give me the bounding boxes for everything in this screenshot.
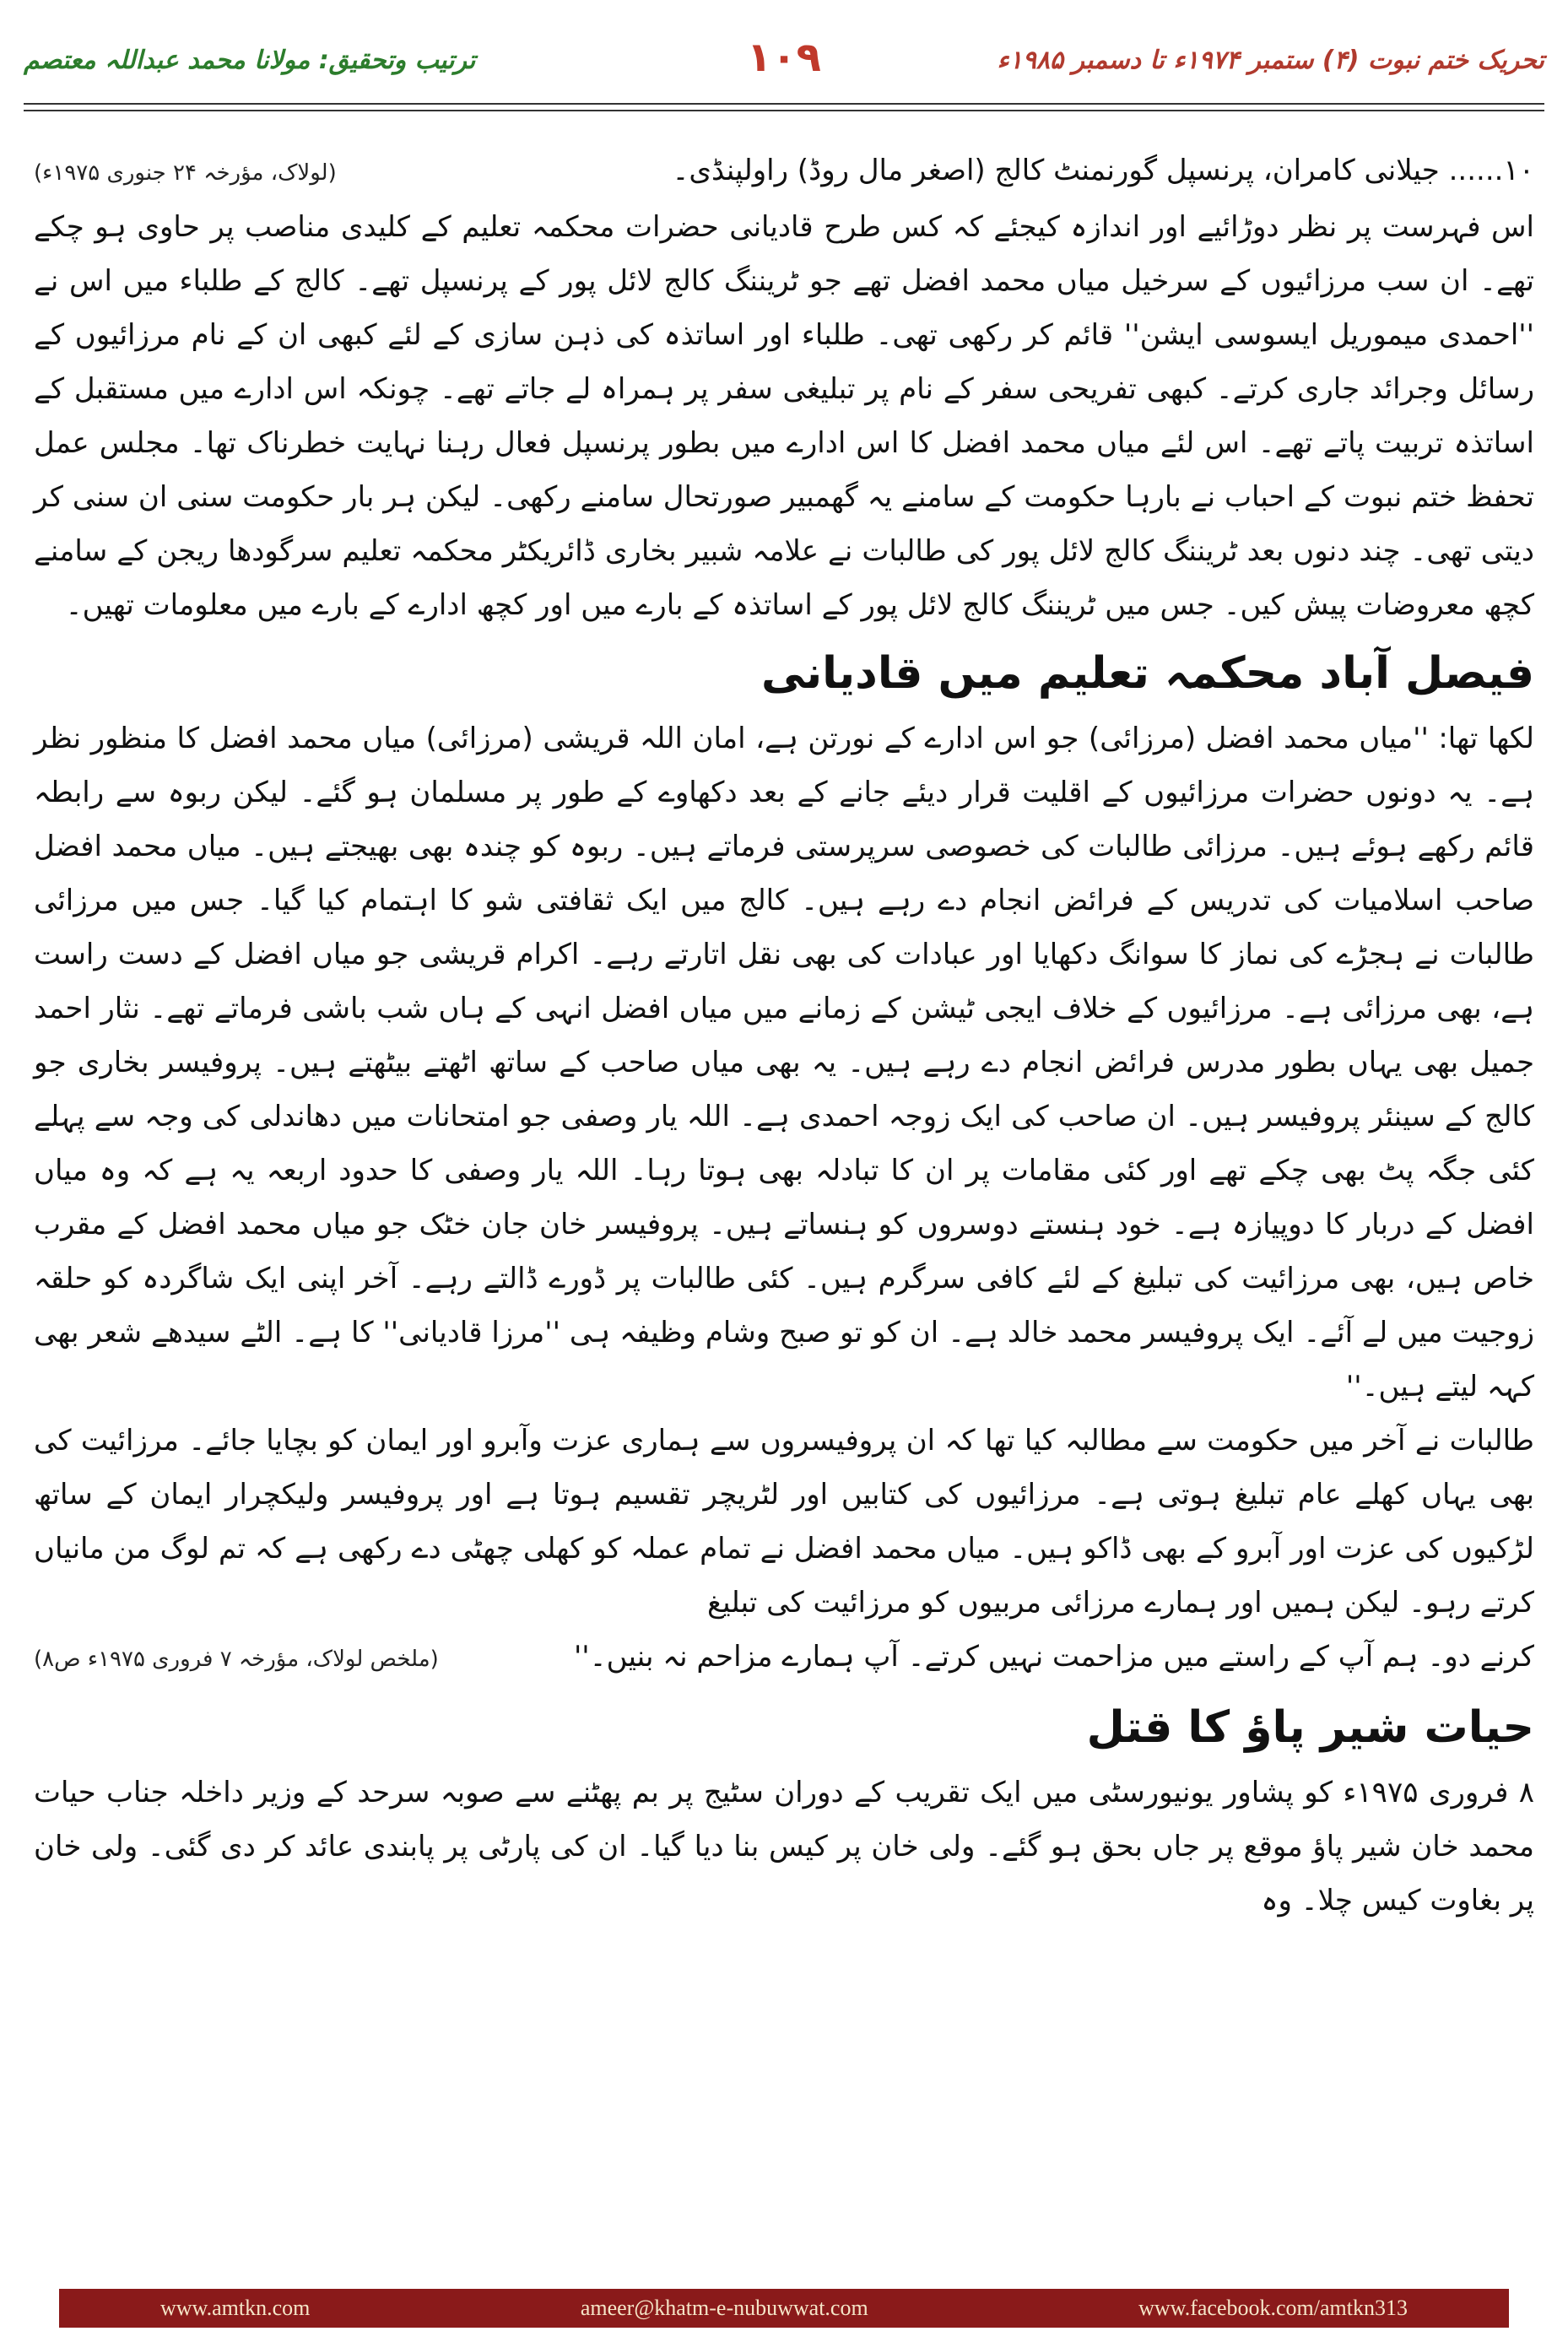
compiler-credit: ترتیب وتحقیق: مولانا محمد عبداللہ معتصم bbox=[24, 45, 476, 75]
footer-email-link[interactable]: ameer@khatm-e-nubuwwat.com bbox=[580, 2296, 868, 2320]
intro-item bbox=[34, 143, 1534, 200]
main-text bbox=[34, 143, 1534, 1928]
header-rule-bottom bbox=[24, 110, 1544, 111]
paragraph-3: طالبات نے آخر میں حکومت سے مطالبہ کیا تھا کہ ان پروفیسروں سے ہماری عزت وآبرو اور ایمان کو بچایا جائے۔ مرزائیت کی بھی یہاں کھلے عام تبلیغ ہوتی ہے۔ مرزائیوں کی کتابیں اور لٹریچر تقسیم ہوتا ہے اور پروفیسر ولیکچرار ایمان کے ساتھ لڑکیوں کی عزت اور آبرو کے بھی ڈاکو ہیں۔ میاں محمد افضل نے تمام عملہ کو کھلی چھٹی دے رکھی ہے کہ تم لوگ من مانیاں کرتے رہو۔ لیکن ہمیں اور ہمارے مرزائی مربیوں کو مرزائیت کی تبلیغ bbox=[34, 1424, 1534, 1620]
paragraph-1: اس فہرست پر نظر دوڑائیے اور اندازہ کیجئے کہ کس طرح قادیانی حضرات محکمہ تعلیم کے کلیدی مناصب پر حاوی ہو چکے تھے۔ ان سب مرزائیوں کے سرخیل میاں محمد افضل تھے جو ٹریننگ کالج لائل پور کے پرنسپل تھے۔ کالج کے طلباء میں اس نے ''احمدی میموریل ایسوسی ایشن'' قائم کر رکھی تھی۔ طلباء اور اساتذہ کی ذہن سازی کے لئے کبھی ان کے نام مرزائیوں کے رسائل وجرائد جاری کرتے۔ کبھی تفریحی سفر کے نام پر تبلیغی سفر پر ہمراہ لے جاتے تھے۔ چونکہ اس ادارے میں مستقبل کے اساتذہ تربیت پاتے تھے۔ اس لئے میاں محمد افضل کا اس ادارے میں بطور پرنسپل فعال رہنا نہایت خطرناک تھا۔ مجلس عمل تحفظ ختم نبوت کے احباب نے بارہا حکومت کے سامنے یہ گھمبیر صورتحال سامنے رکھی۔ لیکن ہر بار حکومت سنی ان سنی کر دیتی تھی۔ چند دنوں بعد ٹریننگ کالج لائل پور کی طالبات نے علامہ شبیر بخاری ڈائریکٹر محکمہ تعلیم سرگودھا ریجن کے سامنے کچھ معروضات پیش کیں۔ جس میں ٹریننگ کالج لائل پور کے اساتذہ کے بارے میں اور کچھ ادارے کے بارے میں معلومات تھیں۔ bbox=[34, 210, 1534, 622]
paragraph-3-source: (ملخص لولاک، مؤرخہ ۷ فروری ۱۹۷۵ء ص۸) bbox=[34, 1647, 439, 1672]
paragraph-4: ۸ فروری ۱۹۷۵ء کو پشاور یونیورسٹی میں ایک تقریب کے دوران سٹیج پر بم پھٹنے سے صوبہ سرحد کے وزیر داخلہ جناب حیات محمد خان شیر پاؤ موقع پر جاں بحق ہو گئے۔ ولی خان پر کیس بنا دیا گیا۔ ان کی پارٹی پر پابندی عائد کر دی گئی۔ ولی خان پر بغاوت کیس چلا۔ وہ bbox=[34, 1776, 1534, 1917]
paragraph-2: لکھا تھا: ''میاں محمد افضل (مرزائی) جو اس ادارے کے نورتن ہے، امان اللہ قریشی (مرزائی) میاں محمد افضل کا منظور نظر ہے۔ یہ دونوں حضرات مرزائیوں کے اقلیت قرار دیئے جانے کے بعد دکھاوے کے طور پر مسلمان ہو گئے۔ لیکن ربوہ سے رابطہ قائم رکھے ہوئے ہیں۔ مرزائی طالبات کی خصوصی سرپرستی فرماتے ہیں۔ ربوہ کو چندہ بھی بھیجتے ہیں۔ میاں محمد افضل صاحب اسلامیات کی تدریس کے فرائض انجام دے رہے ہیں۔ کالج میں ایک ثقافتی شو کا اہتمام کیا گیا۔ جس میں مرزائی طالبات نے ہجڑے کی نماز کا سوانگ دکھایا اور عبادات کی بھی نقل اتارتے رہے۔ اکرام قریشی جو میاں افضل کے دست راست ہے، بھی مرزائی ہے۔ مرزائیوں کے خلاف ایجی ٹیشن کے زمانے میں میاں افضل انہی کے ہاں شب باشی فرماتے تھے۔ نثار احمد جمیل بھی یہاں بطور مدرس فرائض انجام دے رہے ہیں۔ یہ بھی میاں صاحب کے ساتھ اٹھتے بیٹھتے ہیں۔ پروفیسر بخاری جو کالج کے سینئر پروفیسر ہیں۔ ان صاحب کی ایک زوجہ احمدی ہے۔ اللہ یار وصفی جو امتحانات میں دھاندلی کی وجہ سے پہلے کئی جگہ پٹ بھی چکے تھے اور کئی مقامات پر ان کا تبادلہ بھی ہوتا رہا۔ اللہ یار وصفی کا حدود اربعہ یہ ہے کہ وہ میاں افضل کے دربار کا دوپیازہ ہے۔ خود ہنستے دوسروں کو ہنساتے ہیں۔ پروفیسر خان جان خٹک جو میاں محمد افضل کے مقرب خاص ہیں، بھی مرزائیت کی تبلیغ کے لئے کافی سرگرم ہیں۔ کئی طالبات پر ڈورے ڈالتے رہے۔ آخر اپنی ایک شاگردہ کو حلقہ زوجیت میں لے آئے۔ ایک پروفیسر محمد خالد ہے۔ ان کو تو صبح وشام وظیفہ ہی ''مرزا قادیانی'' کا ہے۔ الٹے سیدھے شعر بھی کہہ لیتے ہیں۔'' bbox=[34, 722, 1534, 1404]
footer-website-link[interactable]: www.amtkn.com bbox=[160, 2296, 311, 2320]
page-footer bbox=[59, 2289, 1509, 2328]
page-header bbox=[24, 22, 1544, 98]
paragraph-3-end: کرنے دو۔ ہم آپ کے راستے میں مزاحمت نہیں کرتے۔ آپ ہمارے مزاحم نہ بنیں۔'' bbox=[573, 1640, 1534, 1674]
series-title: تحریک ختم نبوت (۴) ستمبر ۱۹۷۴ء تا دسمبر ۱۹۸۵ء bbox=[997, 45, 1544, 75]
footer-facebook-link[interactable]: www.facebook.com/amtkn313 bbox=[1138, 2296, 1408, 2320]
section-heading-2: حیات شیر پاؤ کا قتل bbox=[1086, 1702, 1534, 1753]
header-rule-top bbox=[24, 103, 1544, 105]
intro-item-text: ۱۰...... جیلانی کامران، پرنسپل گورنمنٹ کالج (اصغر مال روڈ) راولپنڈی۔ bbox=[672, 154, 1534, 187]
intro-item-source: (لولاک، مؤرخہ ۲۴ جنوری ۱۹۷۵ء) bbox=[34, 160, 337, 186]
paragraph-3-end-line bbox=[34, 1630, 1534, 1686]
section-heading-1: فیصل آباد محکمہ تعلیم میں قادیانی bbox=[760, 648, 1534, 699]
page-number: ۱۰۹ bbox=[747, 34, 821, 81]
